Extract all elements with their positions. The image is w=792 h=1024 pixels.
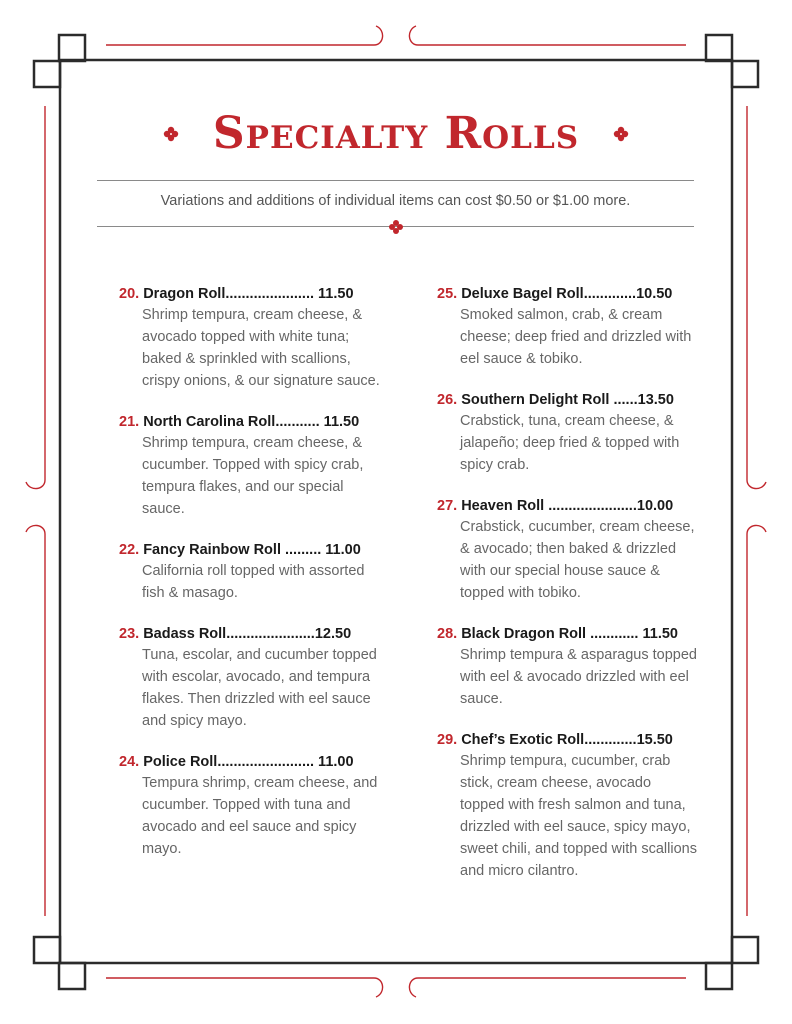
item-price: 15.50	[636, 732, 673, 748]
corner-square-bottom-left-b	[59, 963, 85, 989]
item-number: 22.	[119, 542, 140, 558]
right-flourish-bottom	[747, 525, 766, 916]
item-description: Shrimp tempura, cream cheese, & cucumber. Topped with spicy crab, tempura flakes, and our special sauce.	[142, 435, 364, 517]
item-price: 10.50	[636, 286, 673, 302]
item-price: 11.50	[319, 414, 360, 430]
item-number: 21.	[119, 414, 140, 430]
item-name: Heaven Roll	[461, 498, 545, 514]
item-name: Chef’s Exotic Roll	[461, 732, 585, 748]
menu-item	[437, 730, 699, 882]
item-price: 12.50	[314, 626, 352, 642]
item-name: Dragon Roll	[143, 286, 226, 302]
item-price: 11.00	[321, 542, 361, 558]
item-heading	[437, 730, 699, 750]
diamond-icon	[613, 126, 629, 142]
menu-item	[119, 624, 389, 732]
corner-square-top-left-b	[34, 61, 60, 87]
menu-item	[437, 284, 699, 370]
item-number: 28.	[437, 626, 458, 642]
item-description: Smoked salmon, crab, & cream cheese; deep fried and drizzled with eel sauce & tobiko.	[460, 307, 692, 367]
item-heading	[437, 496, 699, 516]
menu-item	[437, 390, 699, 476]
item-price: 11.00	[314, 754, 354, 770]
title-text: Specialty Rolls	[212, 107, 580, 159]
item-description: Crabstick, cucumber, cream cheese, & avocado; then baked & drizzled with our special house sauce & topped with tobiko.	[460, 519, 695, 601]
item-leader: ............	[586, 626, 639, 642]
item-name: Deluxe Bagel Roll	[461, 286, 584, 302]
menu-item	[119, 412, 389, 520]
item-price: 11.50	[638, 626, 678, 642]
top-flourish-left	[106, 26, 383, 45]
menu-item	[437, 624, 699, 710]
item-price: 11.50	[314, 286, 354, 302]
item-description: Shrimp tempura, cucumber, crab stick, cream cheese, avocado topped with fresh salmon and tuna, drizzled with eel sauce, spicy mayo, sweet chili, and topped with scallions and micro cilantro.	[460, 753, 697, 879]
item-leader: ......................	[544, 498, 637, 514]
diamond-icon	[163, 126, 179, 142]
divider-diamond-icon	[388, 219, 404, 235]
item-heading	[119, 752, 389, 772]
item-leader: ........................	[217, 754, 315, 770]
item-description: California roll topped with assorted fish & masago.	[142, 563, 365, 601]
item-name: Badass Roll	[143, 626, 227, 642]
item-number: 29.	[437, 732, 458, 748]
item-name: Fancy Rainbow Roll	[143, 542, 281, 558]
item-description: Crabstick, tuna, cream cheese, & jalapeño; deep fried & topped with spicy crab.	[460, 413, 680, 473]
corner-square-bottom-right-b	[706, 963, 732, 989]
item-name: Police Roll	[143, 754, 218, 770]
item-name: Black Dragon Roll	[461, 626, 587, 642]
corner-square-top-left-a	[59, 35, 85, 61]
corner-square-top-right-b	[732, 61, 758, 87]
item-number: 23.	[119, 626, 140, 642]
item-leader: ...........	[275, 414, 320, 430]
item-leader: .............	[584, 732, 637, 748]
item-number: 24.	[119, 754, 140, 770]
corner-square-bottom-left-a	[34, 937, 60, 963]
item-heading	[119, 624, 389, 644]
item-name: Southern Delight Roll	[461, 392, 610, 408]
left-flourish-bottom	[26, 525, 45, 916]
item-leader: .........	[280, 542, 322, 558]
item-description: Shrimp tempura & asparagus topped with eel & avocado drizzled with eel sauce.	[460, 647, 697, 707]
menu-item	[437, 496, 699, 604]
top-divider	[97, 180, 694, 181]
menu-item	[119, 284, 389, 392]
bottom-flourish-right	[409, 978, 686, 997]
corner-square-bottom-right-a	[732, 937, 758, 963]
item-leader: ......................	[225, 286, 315, 302]
item-description: Tuna, escolar, and cucumber topped with escolar, avocado, and tempura flakes. Then drizzled with eel sauce and spicy mayo.	[142, 647, 377, 729]
item-description: Tempura shrimp, cream cheese, and cucumber. Topped with tuna and avocado and eel sauce and spicy mayo.	[142, 775, 378, 857]
item-description: Shrimp tempura, cream cheese, & avocado topped with white tuna; baked & sprinkled with scallions, crispy onions, & our signature sauce.	[142, 307, 380, 389]
item-heading	[437, 390, 699, 410]
bottom-flourish-left	[106, 978, 383, 997]
pricing-note: Variations and additions of individual items can cost $0.50 or $1.00 more.	[160, 193, 631, 209]
item-name: North Carolina Roll	[143, 414, 276, 430]
item-number: 20.	[119, 286, 140, 302]
item-heading	[119, 284, 389, 304]
item-heading	[119, 412, 389, 432]
item-number: 25.	[437, 286, 458, 302]
corner-square-top-right-a	[706, 35, 732, 61]
item-heading	[119, 540, 389, 560]
menu-column-left	[119, 284, 389, 880]
item-number: 26.	[437, 392, 458, 408]
page-title	[0, 96, 792, 169]
item-leader: ......	[609, 392, 638, 408]
menu-item	[119, 752, 389, 860]
item-price: 13.50	[637, 392, 674, 408]
item-price: 10.00	[636, 498, 674, 514]
menu-column-right	[437, 284, 699, 902]
menu-item	[119, 540, 389, 604]
item-heading	[437, 284, 699, 304]
top-flourish-right	[409, 26, 686, 45]
item-leader: .............	[583, 286, 637, 302]
item-number: 27.	[437, 498, 458, 514]
item-leader: ......................	[226, 626, 315, 642]
item-heading	[437, 624, 699, 644]
